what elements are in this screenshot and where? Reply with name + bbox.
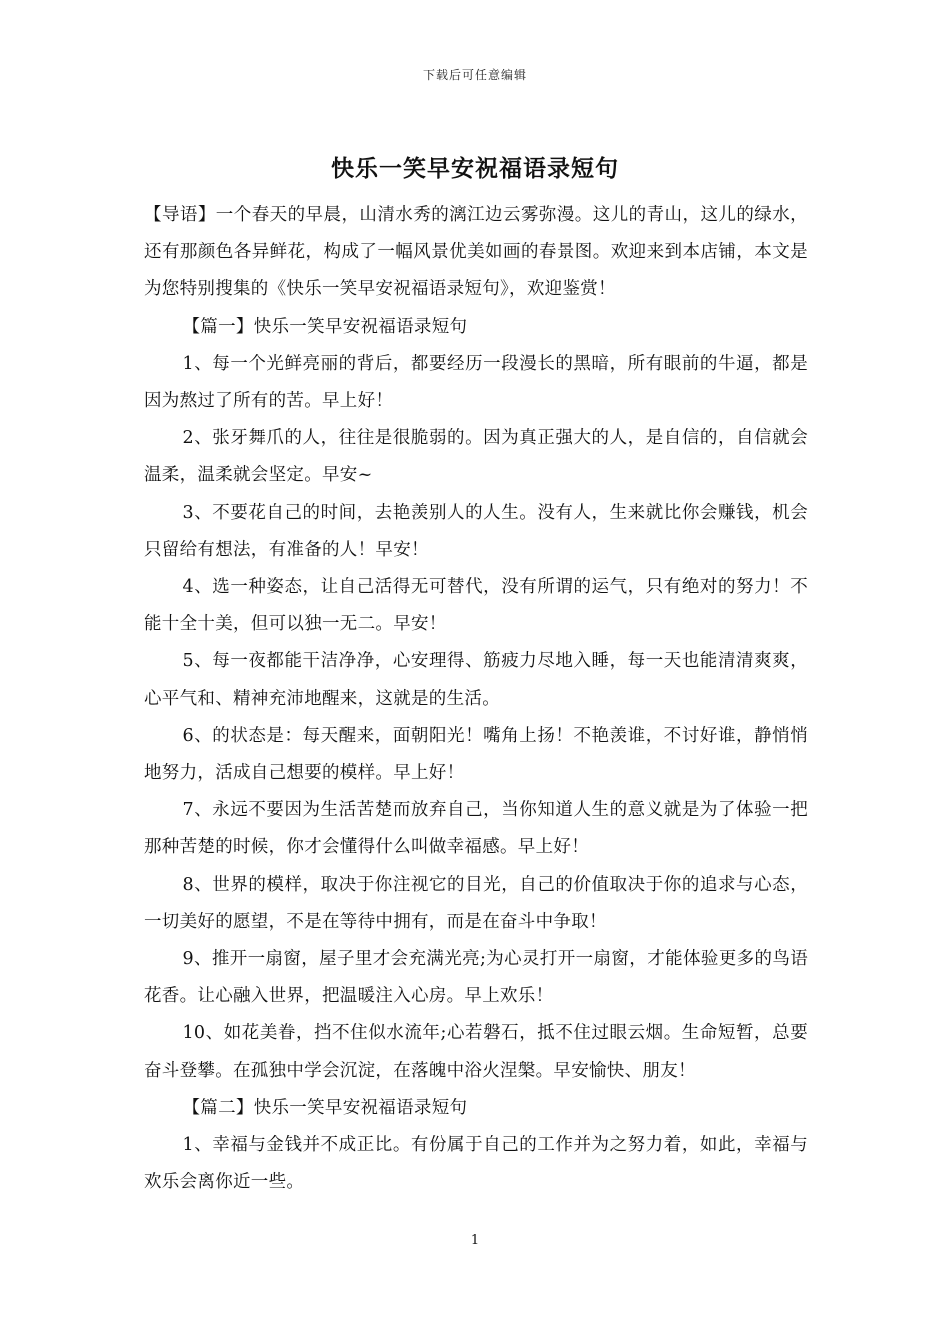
section-heading-1: 【篇一】快乐一笑早安祝福语录短句 [182, 316, 468, 337]
document-body [144, 197, 808, 1201]
list-item: 10、如花美眷，挡不住似水流年;心若磐石，抵不住过眼云烟。生命短暂，总要奋斗登攀。在孤独中学会沉淀，在落魄中浴火涅槃。早安愉快、朋友！ [144, 1023, 808, 1081]
list-item: 5、每一夜都能干洁净净，心安理得、筋疲力尽地入睡，每一天也能清清爽爽，心平气和、精神充沛地醒来，这就是的生活。 [144, 651, 808, 709]
intro-paragraph: 【导语】一个春天的早晨，山清水秀的漓江边云雾弥漫。这儿的青山，这儿的绿水，还有那颜色各异鲜花，构成了一幅风景优美如画的春景图。欢迎来到本店铺，本文是为您特别搜集的《快乐一笑早安祝福语录短句》，欢迎鉴赏！ [144, 205, 808, 300]
list-item: 6、的状态是：每天醒来，面朝阳光！嘴角上扬！不艳羡谁，不讨好谁，静悄悄地努力，活成自己想要的模样。早上好！ [144, 725, 808, 784]
list-item: 9、推开一扇窗，屋子里才会充满光亮;为心灵打开一扇窗，才能体验更多的鸟语花香。让心融入世界，把温暖注入心房。早上欢乐！ [144, 949, 808, 1007]
page-number: 1 [470, 1233, 480, 1248]
list-item: 4、选一种姿态，让自己活得无可替代，没有所谓的运气，只有绝对的努力！不能十全十美，但可以独一无二。早安！ [144, 577, 808, 635]
list-item: 1、每一个光鲜亮丽的背后，都要经历一段漫长的黑暗，所有眼前的牛逼，都是因为熬过了所有的苦。早上好！ [144, 353, 808, 412]
list-item: 7、永远不要因为生活苦楚而放弃自己，当你知道人生的意义就是为了体验一把那种苦楚的时候，你才会懂得什么叫做幸福感。早上好！ [144, 800, 808, 858]
list-item: 1、幸福与金钱并不成正比。有份属于自己的工作并为之努力着，如此，幸福与欢乐会离你近一些。 [144, 1135, 808, 1193]
section-heading-2: 【篇二】快乐一笑早安祝福语录短句 [182, 1097, 468, 1118]
list-item: 3、不要花自己的时间，去艳羡别人的人生。没有人，生来就比你会赚钱，机会只留给有想法，有准备的人！早安！ [144, 502, 808, 560]
list-item: 2、张牙舞爪的人，往往是很脆弱的。因为真正强大的人，是自信的，自信就会温柔，温柔就会坚定。早安~ [144, 428, 808, 486]
document-title: 快乐一笑早安祝福语录短句 [331, 155, 619, 182]
list-item: 8、世界的模样，取决于你注视它的目光，自己的价值取决于你的追求与心态，一切美好的愿望，不是在等待中拥有，而是在奋斗中争取！ [144, 874, 808, 932]
page-header: 下载后可任意编辑 [422, 68, 527, 82]
